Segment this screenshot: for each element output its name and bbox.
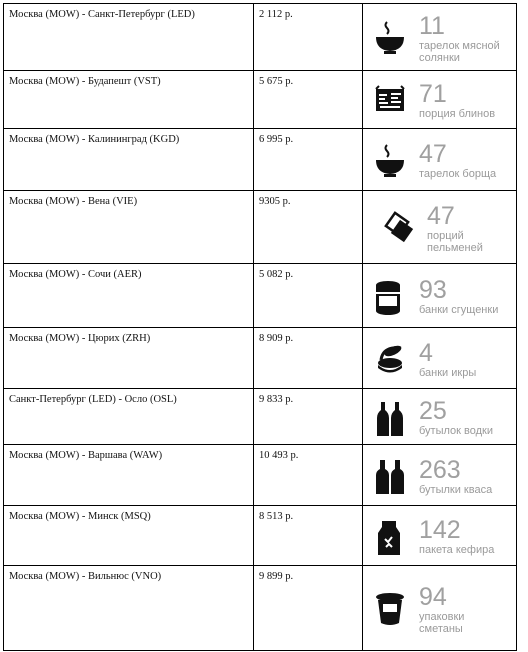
food-count: 4 [419,338,433,367]
food-amount [419,141,509,180]
food-count: 47 [427,201,455,230]
food-equivalent-cell [363,4,517,71]
table-row [4,328,517,389]
food-label: банки икры [419,366,477,379]
dumplings-icon [381,210,415,246]
food-label: бутылки кваса [419,483,493,496]
food-label: тарелок борща [419,168,497,180]
food-label: порция блинов [419,108,496,120]
food-equivalent-cell [363,191,517,264]
vodka-bottles-icon [373,400,407,436]
food-count: 93 [419,276,447,304]
table-row [4,506,517,566]
sour-cream-cup-icon [373,591,407,627]
soup-bowl-icon [373,143,407,179]
soup-bowl-icon [373,20,407,56]
price-cell: 8 909 р. [254,328,363,389]
food-amount [419,457,509,496]
food-equivalent [363,135,516,184]
route-cell: Москва (MOW) - Вильнюс (VNO) [4,566,254,651]
food-equivalent [363,334,516,383]
food-amount [419,277,509,316]
food-equivalent-cell [363,328,517,389]
food-label: упаковки сметаны [419,610,465,635]
condensed-milk-can-icon [373,279,407,315]
food-count: 11 [419,11,445,40]
food-equivalent-cell [363,71,517,129]
table-body [4,4,517,651]
food-count: 94 [419,582,447,611]
food-count: 25 [419,397,447,425]
food-amount [419,340,509,379]
price-cell: 5 082 р. [254,264,363,328]
food-label: тарелок мясной солянки [419,39,500,64]
food-count: 71 [419,80,447,108]
food-equivalent-cell [363,129,517,191]
food-equivalent [363,578,516,639]
kvass-bottles-icon [373,458,407,494]
table-row [4,445,517,506]
price-cell: 5 675 р. [254,71,363,129]
route-cell: Москва (MOW) - Калининград (KGD) [4,129,254,191]
food-amount [427,203,507,254]
route-cell: Москва (MOW) - Сочи (AER) [4,264,254,328]
table-row [4,264,517,328]
food-amount [419,517,509,556]
price-cell: 9 899 р. [254,566,363,651]
food-amount [419,13,509,64]
food-equivalent [363,7,516,68]
price-cell: 2 112 р. [254,4,363,71]
route-cell: Санкт-Петербург (LED) - Осло (OSL) [4,389,254,445]
food-equivalent [363,197,516,258]
route-cell: Москва (MOW) - Варшава (WAW) [4,445,254,506]
price-comparison-table [3,3,517,651]
price-cell: 8 513 р. [254,506,363,566]
price-cell: 6 995 р. [254,129,363,191]
table-row [4,566,517,651]
food-equivalent [363,511,516,560]
food-amount [419,81,509,120]
food-equivalent [363,75,516,124]
food-count: 263 [419,455,461,484]
route-cell: Москва (MOW) - Санкт-Петербург (LED) [4,4,254,71]
food-equivalent-cell [363,566,517,651]
food-equivalent-cell [363,389,517,445]
food-equivalent-cell [363,445,517,506]
food-count: 142 [419,516,461,544]
food-amount [419,584,489,635]
food-label: порций пельменей [427,229,483,254]
pancakes-icon [373,83,407,119]
food-label: бутылок водки [419,425,494,437]
route-cell: Москва (MOW) - Будапешт (VST) [4,71,254,129]
food-amount [419,398,509,437]
route-cell: Москва (MOW) - Цюрих (ZRH) [4,328,254,389]
food-label: пакета кефира [419,544,495,556]
food-count: 47 [419,140,447,168]
table-row [4,191,517,264]
route-cell: Москва (MOW) - Вена (VIE) [4,191,254,264]
food-equivalent [363,271,516,320]
caviar-tin-icon [373,341,407,377]
route-cell: Москва (MOW) - Минск (MSQ) [4,506,254,566]
table-row [4,129,517,191]
price-cell: 9 833 р. [254,389,363,445]
food-equivalent-cell [363,264,517,328]
food-label: банки сгущенки [419,304,499,316]
table-row [4,389,517,445]
table-row [4,71,517,129]
food-equivalent [363,392,516,441]
table-row [4,4,517,71]
food-equivalent [363,451,516,500]
price-cell: 9305 р. [254,191,363,264]
price-cell: 10 493 р. [254,445,363,506]
food-equivalent-cell [363,506,517,566]
kefir-carton-icon [373,519,407,555]
